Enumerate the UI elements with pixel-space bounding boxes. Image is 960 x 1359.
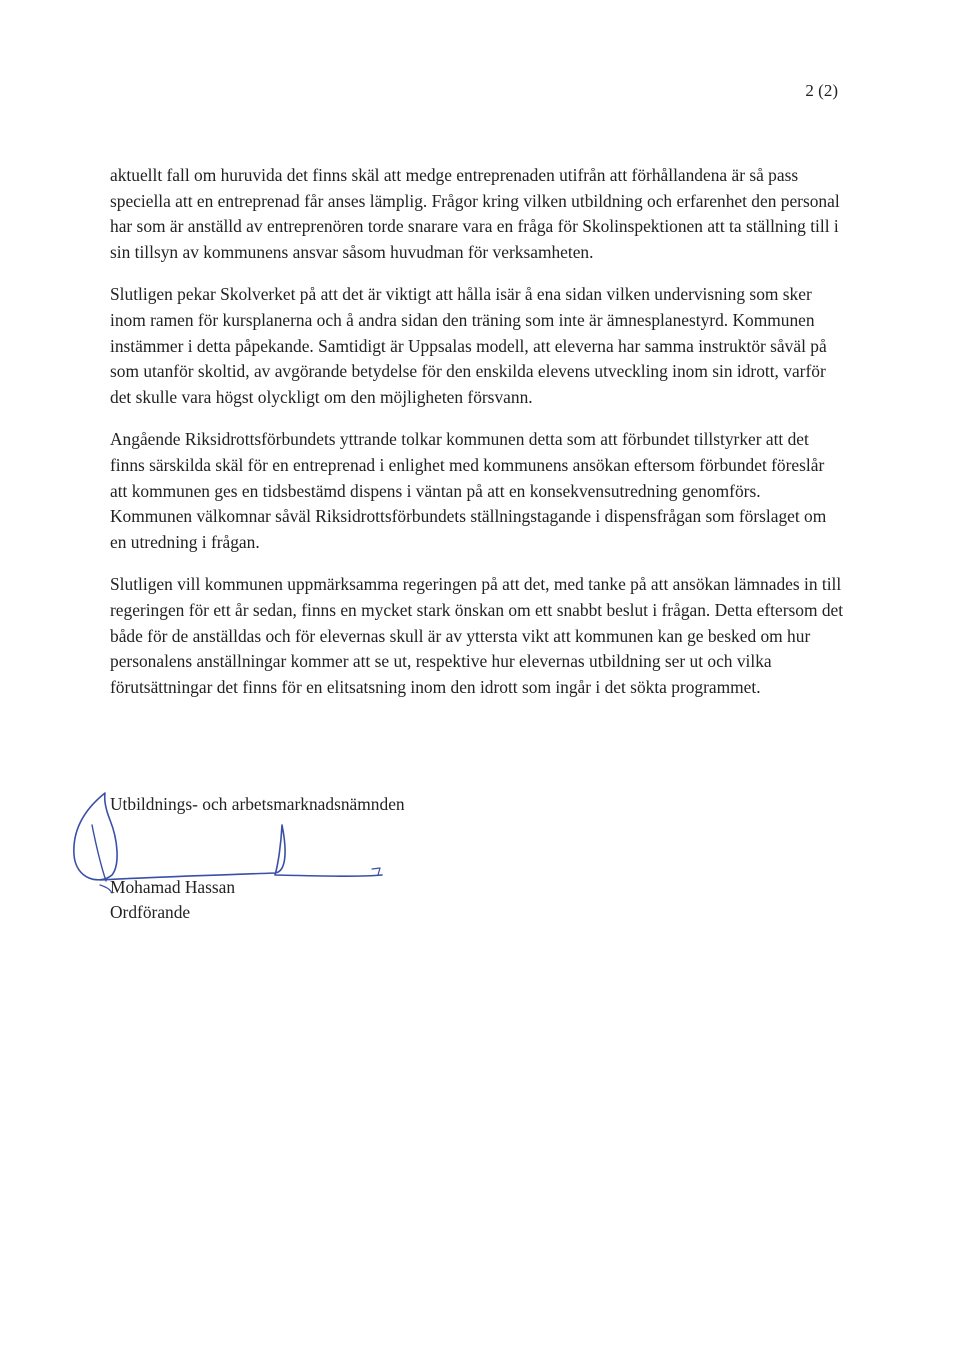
paragraph-1: aktuellt fall om huruvida det finns skäl att medge entreprenaden utifrån att förhållandena är så pass speciella att en entreprenad får anses lämplig. Frågor kring vilken utbildning och erfarenhet den personal har som är anställd av entreprenören torde snarare vara en fråga för Skolinspektionen att ta ställning till i sin tillsyn av kommunens ansvar såsom huvudman för verksamheten.: [110, 165, 840, 262]
paragraph-2: Slutligen pekar Skolverket på att det är viktigt att hålla isär å ena sidan vilken undervisning som sker inom ramen för kursplanerna och å andra sidan den träning som inte är ämnesplanestyrd. Kommunen instämmer i detta påpekande. Samtidigt är Uppsalas modell, att eleverna har samma instruktör såväl på som utanför skoltid, av avgörande betydelse för den enskilda elevens utveckling inom sin idrott, varför det skulle vara högst olyckligt om den möjligheten försvann.: [110, 284, 827, 407]
organization-name: Utbildnings- och arbetsmarknadsnämnden: [110, 794, 405, 814]
signatory-role: Ordförande: [110, 902, 191, 922]
signature-hook: [372, 868, 380, 875]
paragraph-4: Slutligen vill kommunen uppmärksamma regeringen på att det, med tanke på att ansökan lämnades in till regeringen för ett år sedan, finns en mycket stark önskan om ett snabbt beslut i frågan. Detta eftersom det både för de anställdas och för elevernas skull är av yttersta vikt att kommunen kan ge besked om hur personalens anställningar kommer att se ut, respektive hur elevernas utbildning ser ut och vilka förutsättningar det finns för en elitsatsning inom den idrott som ingår i det sökta programmet.: [110, 574, 844, 697]
paragraph-3: Angående Riksidrottsförbundets yttrande tolkar kommunen detta som att förbundet tillstyrker att det finns särskilda skäl för en entreprenad i enlighet med kommunens ansökan eftersom förbundet föreslår att kommunen ges en tidsbestämd dispens i väntan på att en konsekvensutredning genomförs. Kommunen välkomnar såväl Riksidrottsförbundets ställningstagande i dispensfrågan som förslaget om en utredning i frågan.: [110, 429, 827, 552]
signature-underline: [100, 825, 382, 880]
signature-stroke-left: [92, 825, 106, 881]
signature-organization: [110, 792, 405, 818]
letter-body: [110, 163, 845, 717]
signatory-name: Mohamad Hassan: [110, 877, 236, 897]
page-number: 2 (2): [805, 81, 838, 100]
